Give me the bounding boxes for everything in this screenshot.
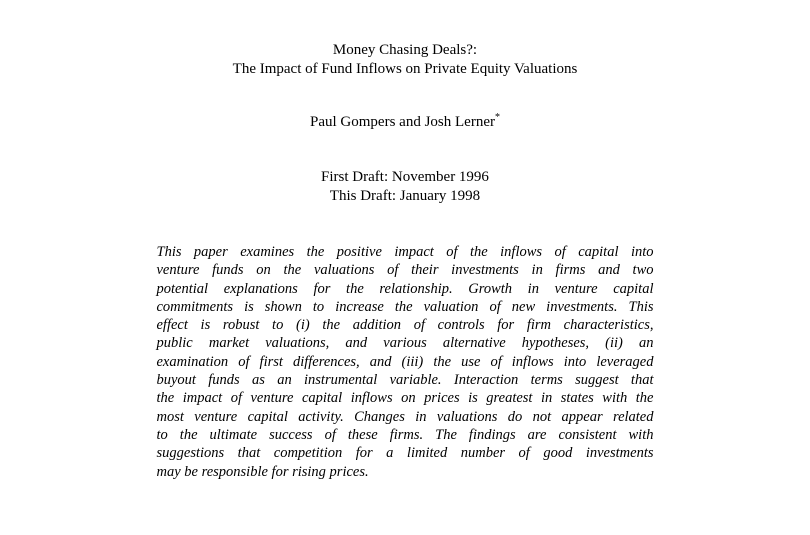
author-line [0, 113, 810, 132]
abstract-line: to the ultimate success of these firms. The findings are consistent with [156, 426, 654, 443]
abstract-line: most venture capital activity. Changes in valuations do not appear related [156, 408, 654, 425]
first-draft-line: First Draft: November 1996 [321, 169, 489, 185]
footnote-asterisk: * [494, 112, 500, 123]
abstract-line: This paper examines the positive impact of the inflows of capital into [156, 244, 654, 260]
author-names: Paul Gompers and Josh Lerner [310, 114, 495, 130]
draft-dates [0, 168, 810, 205]
abstract-line: potential explanations for the relationship. Growth in venture capital [156, 280, 654, 297]
abstract-line: examination of first differences, and (iii) the use of inflows into leveraged [156, 353, 654, 370]
abstract-line: may be responsible for rising prices. [156, 463, 369, 480]
paper-title-line1: Money Chasing Deals?: [332, 42, 478, 58]
abstract-line: public market valuations, and various alternative hypotheses, (ii) an [156, 335, 654, 352]
paper-title [0, 0, 810, 79]
abstract-line: buyout funds as an instrumental variable. Interaction terms suggest that [156, 372, 654, 389]
abstract-line: suggestions that competition for a limited number of good investments [156, 445, 654, 462]
abstract-line: effect is robust to (i) the addition of controls for firm characteristics, [156, 317, 654, 334]
abstract-line: venture funds on the valuations of their investments in firms and two [156, 262, 654, 279]
paper-title-line2: The Impact of Fund Inflows on Private Equity Valuations [232, 61, 578, 77]
this-draft-line: This Draft: January 1998 [329, 187, 481, 204]
abstract [157, 243, 654, 481]
abstract-line: the impact of venture capital inflows on prices is greatest in states with the [156, 390, 654, 407]
abstract-line: commitments is shown to increase the valuation of new investments. This [156, 298, 654, 315]
